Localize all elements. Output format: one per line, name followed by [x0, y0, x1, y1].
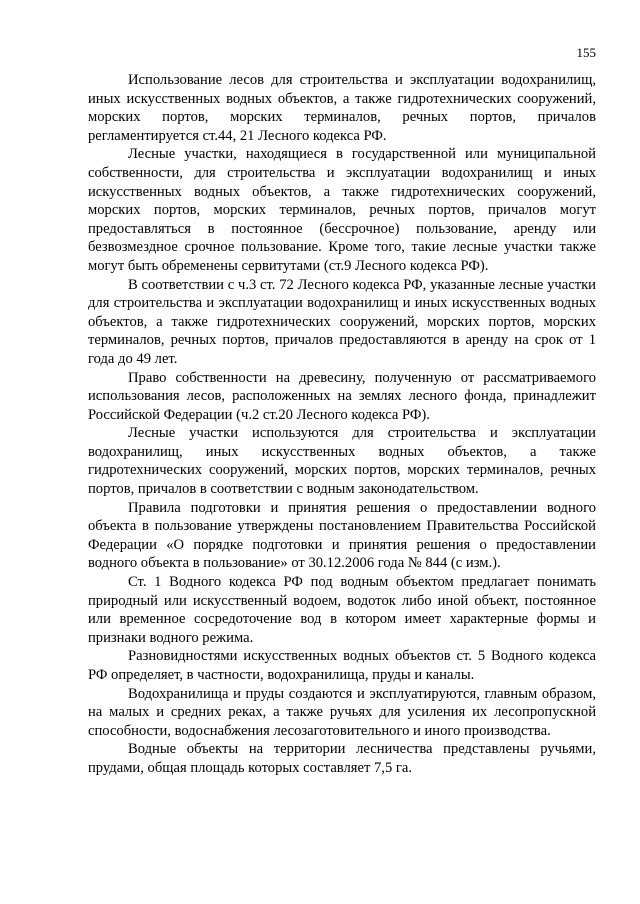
paragraph-water-body-definition: Ст. 1 Водного кодекса РФ под водным объектом предлагает понимать природный или искусственный водоем, водоток либо иной объект, постоянное или временное сосредоточение вод в котором имеет характерные формы и признаки водного режима. [88, 574, 596, 646]
page-number: 155 [576, 45, 596, 60]
paragraph-lease-term: В соответствии с ч.3 ст. 72 Лесного кодекса РФ, указанные лесные участки для строительства и эксплуатации водохранилищ и иных искусственных водных объектов, а также гидротехнических сооружений, морских портов, морских терминалов, речных портов, причалов предоставляются в аренду на срок от 1 года до 49 лет. [88, 276, 596, 367]
paragraph-water-legislation: Лесные участки используются для строительства и эксплуатации водохранилищ, иных искусственных водных объектов, а также гидротехнических сооружений, морских портов, морских терминалов, речных портов, причалов в соответствии с водным законодательством. [88, 425, 596, 498]
paragraph-reservoirs-and-ponds: Водохранилища и пруды создаются и эксплуатируются, главным образом, на малых и средних реках, а также ручьях для усиления их лесопропускной способности, водоснабжения лесозаготовительного и иного производства. [88, 685, 596, 739]
paragraph-forest-plots-provision: Лесные участки, находящиеся в государственной или муниципальной собственности, для строительства и эксплуатации водохранилищ и иных искусственных водных объектов, а также гидротехнических сооружений, морских портов, морских терминалов, речных портов, причалов могут предоставляться в постоянное (бессрочное) пользование, аренду или безвозмездное срочное пользование. Кроме того, такие лесные участки также могут быть обременены сервитутами (ст.9 Лесного кодекса РФ). [88, 146, 596, 274]
paragraph-artificial-water-bodies: Разновидностями искусственных водных объектов ст. 5 Водного кодекса РФ определяет, в частности, водохранилища, пруды и каналы. [88, 648, 596, 683]
paragraph-timber-ownership: Право собственности на древесину, полученную от рассматриваемого использования лесов, расположенных на землях лесного фонда, принадлежит Российской Федерации (ч.2 ст.20 Лесного кодекса РФ). [88, 369, 596, 423]
body-text [88, 71, 596, 778]
paragraph-government-decree: Правила подготовки и принятия решения о предоставлении водного объекта в пользование утверждены постановлением Правительства Российской Федерации «О порядке подготовки и принятия решения о предоставлении водного объекта в пользование» от 30.12.2006 года № 844 (с изм.). [88, 499, 596, 572]
paragraph-forestry-water-bodies: Водные объекты на территории лесничества представлены ручьями, прудами, общая площадь которых составляет 7,5 га. [88, 741, 596, 776]
paragraph-forest-use-regulation: Использование лесов для строительства и эксплуатации водохранилищ, иных искусственных водных объектов, а также гидротехнических сооружений, морских портов, морских терминалов, речных портов, причалов регламентируется ст.44, 21 Лесного кодекса РФ. [88, 72, 596, 144]
